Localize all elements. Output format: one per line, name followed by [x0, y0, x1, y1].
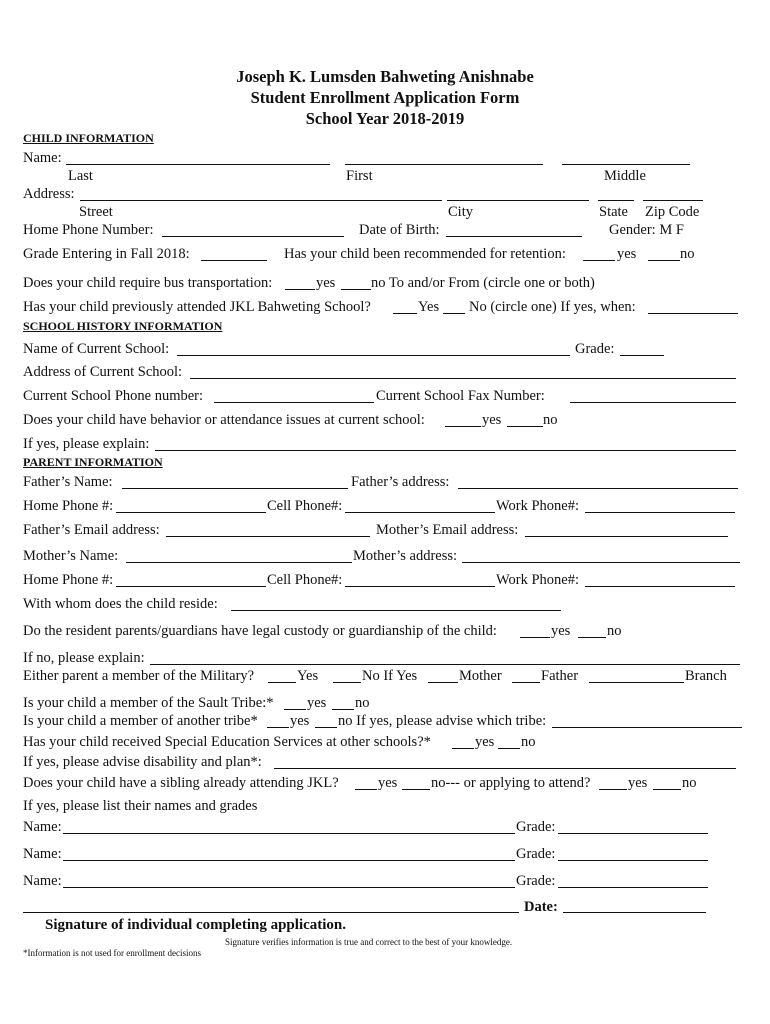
sped-no-label: no	[521, 734, 536, 750]
enrollment-footnote: *Information is not used for enrollment decisions	[23, 948, 201, 958]
custody-yes-field[interactable]	[520, 637, 550, 638]
prev-yes-label: Yes	[418, 299, 440, 315]
school-fax-field[interactable]	[570, 402, 736, 403]
disability-label: If yes, please advise disability and plan*:	[23, 754, 262, 770]
applying-yes-field[interactable]	[599, 789, 627, 790]
another-yes-label: yes	[290, 713, 310, 729]
sibling-grade-field[interactable]	[558, 887, 708, 888]
military-no-label: No If Yes	[362, 668, 418, 684]
issues-no-field[interactable]	[507, 426, 543, 427]
city-caption: City	[448, 204, 473, 220]
date-label: Date:	[524, 899, 558, 915]
state-caption: State	[599, 204, 628, 220]
mother-address-field[interactable]	[462, 562, 740, 563]
city-field[interactable]	[447, 200, 589, 201]
sibling-grade-label: Grade:	[516, 873, 556, 889]
sibling-yes-field[interactable]	[355, 789, 377, 790]
if-no-field[interactable]	[150, 664, 740, 665]
military-yes-label: Yes	[297, 668, 319, 684]
retention-label: Has your child been recommended for retention:	[284, 246, 566, 262]
sault-yes-field[interactable]	[284, 709, 306, 710]
explain-label: If yes, please explain:	[23, 436, 150, 452]
retention-no-field[interactable]	[648, 260, 680, 261]
school-address-label: Address of Current School:	[23, 364, 183, 380]
if-no-label: If no, please explain:	[23, 650, 145, 666]
name-label: Name:	[23, 150, 62, 166]
school-address-field[interactable]	[190, 378, 736, 379]
sault-no-label: no	[355, 695, 370, 711]
prev-no-label: No (circle one) If yes, when:	[469, 299, 636, 315]
state-field[interactable]	[598, 200, 634, 201]
sped-label: Has your child received Special Education Services at other schools?*	[23, 734, 431, 750]
work-phone1-field[interactable]	[585, 512, 735, 513]
zip-caption: Zip Code	[645, 204, 700, 220]
custody-no-label: no	[607, 623, 622, 639]
issues-yes-field[interactable]	[445, 426, 481, 427]
which-tribe-field[interactable]	[552, 727, 742, 728]
sibling-name-field[interactable]	[63, 860, 515, 861]
sibling-yes-label: yes	[378, 775, 398, 791]
dob-field[interactable]	[446, 236, 582, 237]
military-father-label: Father	[541, 668, 579, 684]
retention-yes-label: yes	[617, 246, 637, 262]
signature-field[interactable]	[23, 912, 519, 913]
bus-no-field[interactable]	[341, 289, 371, 290]
military-father-field[interactable]	[512, 682, 540, 683]
sped-yes-field[interactable]	[452, 748, 474, 749]
issues-no-label: no	[543, 412, 558, 428]
custody-no-field[interactable]	[578, 637, 606, 638]
cell-phone1-label: Cell Phone#:	[267, 498, 343, 514]
current-school-field[interactable]	[177, 355, 570, 356]
prev-when-field[interactable]	[648, 313, 738, 314]
home-phone2-label: Home Phone #:	[23, 572, 114, 588]
military-label: Either parent a member of the Military?	[23, 668, 255, 684]
reside-field[interactable]	[231, 610, 561, 611]
section-parent-information: PARENT INFORMATION	[23, 455, 163, 469]
work-phone2-label: Work Phone#:	[496, 572, 580, 588]
applying-no-label: no	[682, 775, 697, 791]
military-yes-field[interactable]	[268, 682, 296, 683]
prev-no-field[interactable]	[443, 313, 465, 314]
form-title-school: Joseph K. Lumsden Bahweting Anishnabe	[236, 67, 534, 86]
sped-yes-label: yes	[475, 734, 495, 750]
signature-label: Signature of individual completing application.	[45, 917, 347, 933]
sibling-name-label: Name:	[23, 846, 62, 862]
sibling-grade-field[interactable]	[558, 833, 708, 834]
sibling-grade-label: Grade:	[516, 846, 556, 862]
bus-yes-field[interactable]	[285, 289, 315, 290]
cell-phone2-field[interactable]	[345, 586, 495, 587]
current-grade-field[interactable]	[620, 355, 664, 356]
middle-caption: Middle	[604, 168, 646, 184]
cell-phone1-field[interactable]	[345, 512, 495, 513]
another-yes-field[interactable]	[267, 727, 289, 728]
school-phone-label: Current School Phone number:	[23, 388, 204, 404]
last-caption: Last	[68, 168, 93, 184]
father-name-field[interactable]	[122, 488, 348, 489]
cell-phone2-label: Cell Phone#:	[267, 572, 343, 588]
issues-yes-label: yes	[482, 412, 502, 428]
street-caption: Street	[79, 204, 113, 220]
signature-verify-note: Signature verifies information is true and correct to the best of your knowledge.	[225, 937, 513, 947]
section-child-information: CHILD INFORMATION	[23, 131, 154, 145]
prev-yes-field[interactable]	[393, 313, 417, 314]
another-tribe-label: Is your child a member of another tribe*	[23, 713, 258, 729]
mother-name-field[interactable]	[126, 562, 352, 563]
sault-no-field[interactable]	[332, 709, 354, 710]
custody-label: Do the resident parents/guardians have legal custody or guardianship of the child:	[23, 623, 497, 639]
custody-yes-label: yes	[551, 623, 571, 639]
form-title-name: Student Enrollment Application Form	[250, 88, 520, 107]
prev-attended-label: Has your child previously attended JKL Bahweting School?	[23, 299, 371, 315]
issues-label: Does your child have behavior or attendance issues at current school:	[23, 412, 425, 428]
home-phone2-field[interactable]	[116, 586, 266, 587]
another-no-label: no If yes, please advise which tribe:	[338, 713, 547, 729]
mother-name-label: Mother’s Name:	[23, 548, 119, 564]
current-school-label: Name of Current School:	[23, 341, 170, 357]
military-branch-field[interactable]	[589, 682, 684, 683]
applying-yes-label: yes	[628, 775, 648, 791]
home-phone-field[interactable]	[162, 236, 344, 237]
military-no-field[interactable]	[333, 682, 361, 683]
bus-yes-label: yes	[316, 275, 336, 291]
bus-no-label: no To and/or From (circle one or both)	[371, 275, 595, 291]
applying-no-field[interactable]	[653, 789, 681, 790]
sibling-name-field[interactable]	[63, 887, 515, 888]
sibling-grade-label: Grade:	[516, 819, 556, 835]
school-phone-field[interactable]	[214, 402, 374, 403]
current-grade-label: Grade:	[575, 341, 615, 357]
father-address-field[interactable]	[458, 488, 738, 489]
sibling-name-label: Name:	[23, 873, 62, 889]
bus-label: Does your child require bus transportation:	[23, 275, 273, 291]
military-branch-label: Branch	[685, 668, 727, 684]
grade-entering-label: Grade Entering in Fall 2018:	[23, 246, 190, 262]
military-mother-field[interactable]	[428, 682, 458, 683]
home-phone1-field[interactable]	[116, 512, 266, 513]
gender-label[interactable]: Gender: M F	[609, 222, 684, 238]
section-school-history: SCHOOL HISTORY INFORMATION	[23, 319, 223, 333]
address-label: Address:	[23, 186, 75, 202]
home-phone-label: Home Phone Number:	[23, 222, 154, 238]
sault-yes-label: yes	[307, 695, 327, 711]
sibling-grade-field[interactable]	[558, 860, 708, 861]
father-address-label: Father’s address:	[351, 474, 450, 490]
father-email-field[interactable]	[166, 536, 370, 537]
grade-entering-field[interactable]	[201, 260, 267, 261]
military-mother-label: Mother	[459, 668, 502, 684]
dob-label: Date of Birth:	[359, 222, 440, 238]
last-name-field[interactable]	[66, 164, 330, 165]
retention-yes-field[interactable]	[583, 260, 615, 261]
sibling-no-label: no--- or applying to attend?	[431, 775, 591, 791]
list-siblings-label: If yes, please list their names and grades	[23, 798, 258, 814]
street-field[interactable]	[80, 200, 442, 201]
work-phone1-label: Work Phone#:	[496, 498, 580, 514]
disability-field[interactable]	[274, 768, 736, 769]
father-name-label: Father’s Name:	[23, 474, 113, 490]
middle-name-field[interactable]	[562, 164, 690, 165]
sault-tribe-label: Is your child a member of the Sault Tribe:*	[23, 695, 274, 711]
explain-field[interactable]	[155, 450, 736, 451]
retention-no-label: no	[680, 246, 695, 262]
sped-no-field[interactable]	[498, 748, 520, 749]
sibling-name-label: Name:	[23, 819, 62, 835]
reside-label: With whom does the child reside:	[23, 596, 218, 612]
work-phone2-field[interactable]	[585, 586, 735, 587]
date-field[interactable]	[563, 912, 706, 913]
mother-email-field[interactable]	[525, 536, 728, 537]
father-email-label: Father’s Email address:	[23, 522, 160, 538]
first-caption: First	[346, 168, 373, 184]
first-name-field[interactable]	[345, 164, 543, 165]
zip-field[interactable]	[643, 200, 703, 201]
home-phone1-label: Home Phone #:	[23, 498, 114, 514]
mother-email-label: Mother’s Email address:	[376, 522, 519, 538]
sibling-name-field[interactable]	[63, 833, 515, 834]
sibling-label: Does your child have a sibling already attending JKL?	[23, 775, 339, 791]
another-no-field[interactable]	[315, 727, 337, 728]
sibling-no-field[interactable]	[402, 789, 430, 790]
form-title-year: School Year 2018-2019	[305, 109, 465, 128]
school-fax-label: Current School Fax Number:	[376, 388, 545, 404]
mother-address-label: Mother’s address:	[353, 548, 458, 564]
